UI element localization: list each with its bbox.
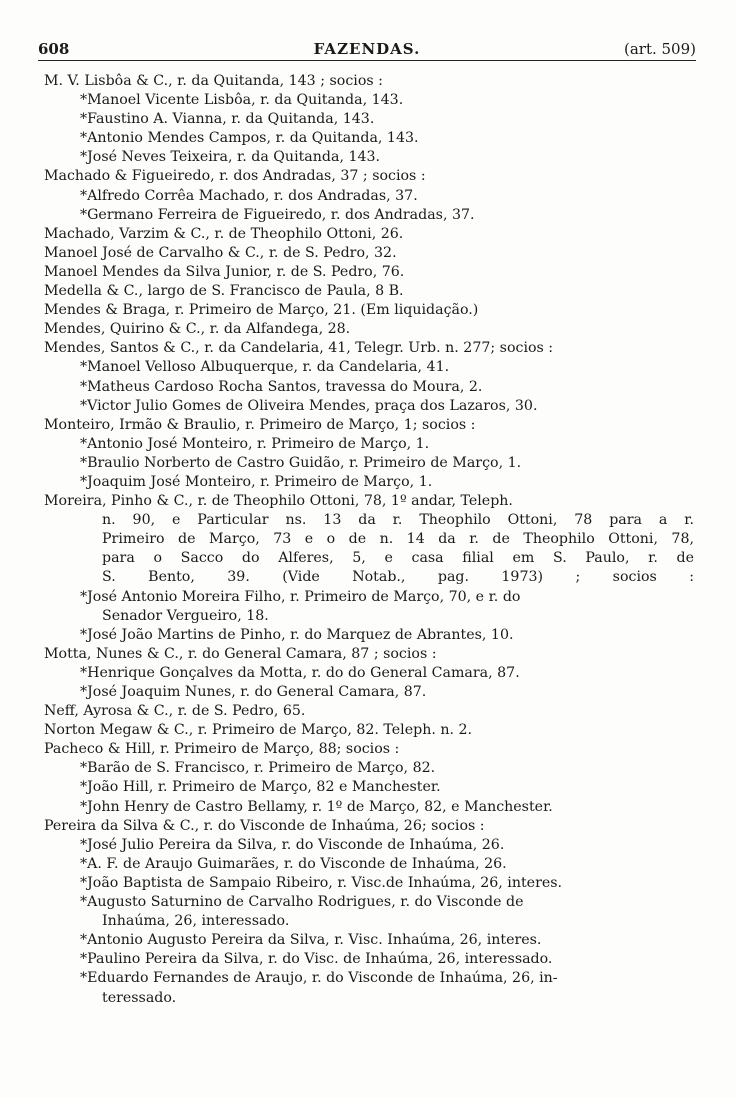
partner-entry: *Barão de S. Francisco, r. Primeiro de Março, 82.: [80, 760, 436, 777]
entry-continuation: teressado.: [102, 989, 177, 1006]
partner-entry: *Manoel Vicente Lisbôa, r. da Quitanda, 143.: [80, 92, 404, 109]
firm-entry: Machado & Figueiredo, r. dos Andradas, 37 ; socios :: [44, 168, 426, 185]
partner-entry: *John Henry de Castro Bellamy, r. 1º de Março, 82, e Manchester.: [80, 798, 553, 815]
firm-entry: Motta, Nunes & C., r. do General Camara, 87 ; socios :: [44, 645, 437, 662]
firm-entry: Neff, Ayrosa & C., r. de S. Pedro, 65.: [44, 703, 306, 720]
firm-entry: Pacheco & Hill, r. Primeiro de Março, 88; socios :: [44, 741, 400, 758]
partner-entry: *José João Martins de Pinho, r. do Marquez de Abrantes, 10.: [80, 626, 514, 643]
partner-entry: *José Antonio Moreira Filho, r. Primeiro de Março, 70, e r. do: [80, 588, 521, 605]
partner-entry: *Antonio Augusto Pereira da Silva, r. Visc. Inhaúma, 26, interes.: [80, 932, 542, 949]
partner-entry: *Augusto Saturnino de Carvalho Rodrigues, r. do Visconde de: [80, 894, 524, 911]
firm-entry: Manoel José de Carvalho & C., r. de S. Pedro, 32.: [44, 244, 397, 261]
partner-entry: *Joaquim José Monteiro, r. Primeiro de Março, 1.: [80, 473, 433, 490]
entry-continuation: Primeiro de Março, 73 e o de n. 14 da r. de Theophilo Ottoni, 78,: [102, 531, 694, 548]
firm-entry: Pereira da Silva & C., r. do Visconde de Inhaúma, 26; socios :: [44, 817, 485, 834]
partner-entry: *José Julio Pereira da Silva, r. do Visconde de Inhaúma, 26.: [80, 836, 505, 853]
partner-entry: *Paulino Pereira da Silva, r. do Visc. de Inhaúma, 26, interessado.: [80, 951, 553, 968]
partner-entry: *Faustino A. Vianna, r. da Quitanda, 143.: [80, 111, 375, 128]
partner-entry: *Manoel Velloso Albuquerque, r. da Candelaria, 41.: [80, 359, 450, 376]
firm-entry: Monteiro, Irmão & Braulio, r. Primeiro de Março, 1; socios :: [44, 416, 476, 433]
firm-entry: Moreira, Pinho & C., r. de Theophilo Ottoni, 78, 1º andar, Teleph.: [44, 493, 513, 510]
partner-entry: *Matheus Cardoso Rocha Santos, travessa do Moura, 2.: [80, 378, 483, 395]
firm-entry: Manoel Mendes da Silva Junior, r. de S. Pedro, 76.: [44, 263, 405, 280]
page-header: [38, 38, 696, 61]
firm-entry: Mendes & Braga, r. Primeiro de Março, 21. (Em liquidação.): [44, 302, 479, 319]
firm-entry: Mendes, Quirino & C., r. da Alfandega, 28.: [44, 321, 351, 338]
partner-entry: *João Hill, r. Primeiro de Março, 82 e Manchester.: [80, 779, 441, 796]
firm-entry: Medella & C., largo de S. Francisco de Paula, 8 B.: [44, 283, 404, 300]
firm-entry: M. V. Lisbôa & C., r. da Quitanda, 143 ; socios :: [44, 73, 383, 89]
partner-entry: *Germano Ferreira de Figueiredo, r. dos Andradas, 37.: [80, 206, 475, 223]
firm-entry: Norton Megaw & C., r. Primeiro de Março, 82. Teleph. n. 2.: [44, 722, 473, 739]
partner-entry: *José Joaquim Nunes, r. do General Camara, 87.: [80, 684, 427, 700]
entry-continuation: Inhaúma, 26, interessado.: [102, 913, 290, 930]
partner-entry: *Antonio Mendes Campos, r. da Quitanda, 143.: [80, 130, 419, 147]
partner-entry: *Henrique Gonçalves da Motta, r. do do General Camara, 87.: [80, 664, 520, 681]
article-reference: (art. 509): [623, 40, 696, 58]
partner-entry: *Alfredo Corrêa Machado, r. dos Andradas, 37.: [80, 187, 418, 204]
partner-entry: *Victor Julio Gomes de Oliveira Mendes, praça dos Lazaros, 30.: [80, 397, 538, 414]
partner-entry: *Antonio José Monteiro, r. Primeiro de Março, 1.: [80, 435, 430, 452]
partner-entry: *A. F. de Araujo Guimarães, r. do Visconde de Inhaúma, 26.: [80, 855, 507, 872]
entry-continuation: S. Bento, 39. (Vide Notab., pag. 1973) ; socios :: [102, 569, 694, 586]
partner-entry: *João Baptista de Sampaio Ribeiro, r. Visc.de Inhaúma, 26, interes.: [80, 874, 563, 891]
entry-continuation: n. 90, e Particular ns. 13 da r. Theophilo Ottoni, 78 para a r.: [102, 512, 694, 529]
directory-listing: [44, 72, 694, 1008]
partner-entry: *José Neves Teixeira, r. da Quitanda, 143.: [80, 149, 381, 166]
firm-entry: Mendes, Santos & C., r. da Candelaria, 41, Telegr. Urb. n. 277; socios :: [44, 340, 554, 357]
entry-continuation: para o Sacco do Alferes, 5, e casa filial em S. Paulo, r. de: [102, 550, 694, 567]
page-title: FAZENDAS.: [313, 40, 421, 58]
partner-entry: *Braulio Norberto de Castro Guidão, r. Primeiro de Março, 1.: [80, 454, 522, 471]
entry-continuation: Senador Vergueiro, 18.: [102, 607, 269, 624]
firm-entry: Machado, Varzim & C., r. de Theophilo Ottoni, 26.: [44, 225, 404, 242]
partner-entry: *Eduardo Fernandes de Araujo, r. do Visconde de Inhaúma, 26, in-: [80, 970, 558, 987]
page-number: 608: [38, 40, 70, 58]
